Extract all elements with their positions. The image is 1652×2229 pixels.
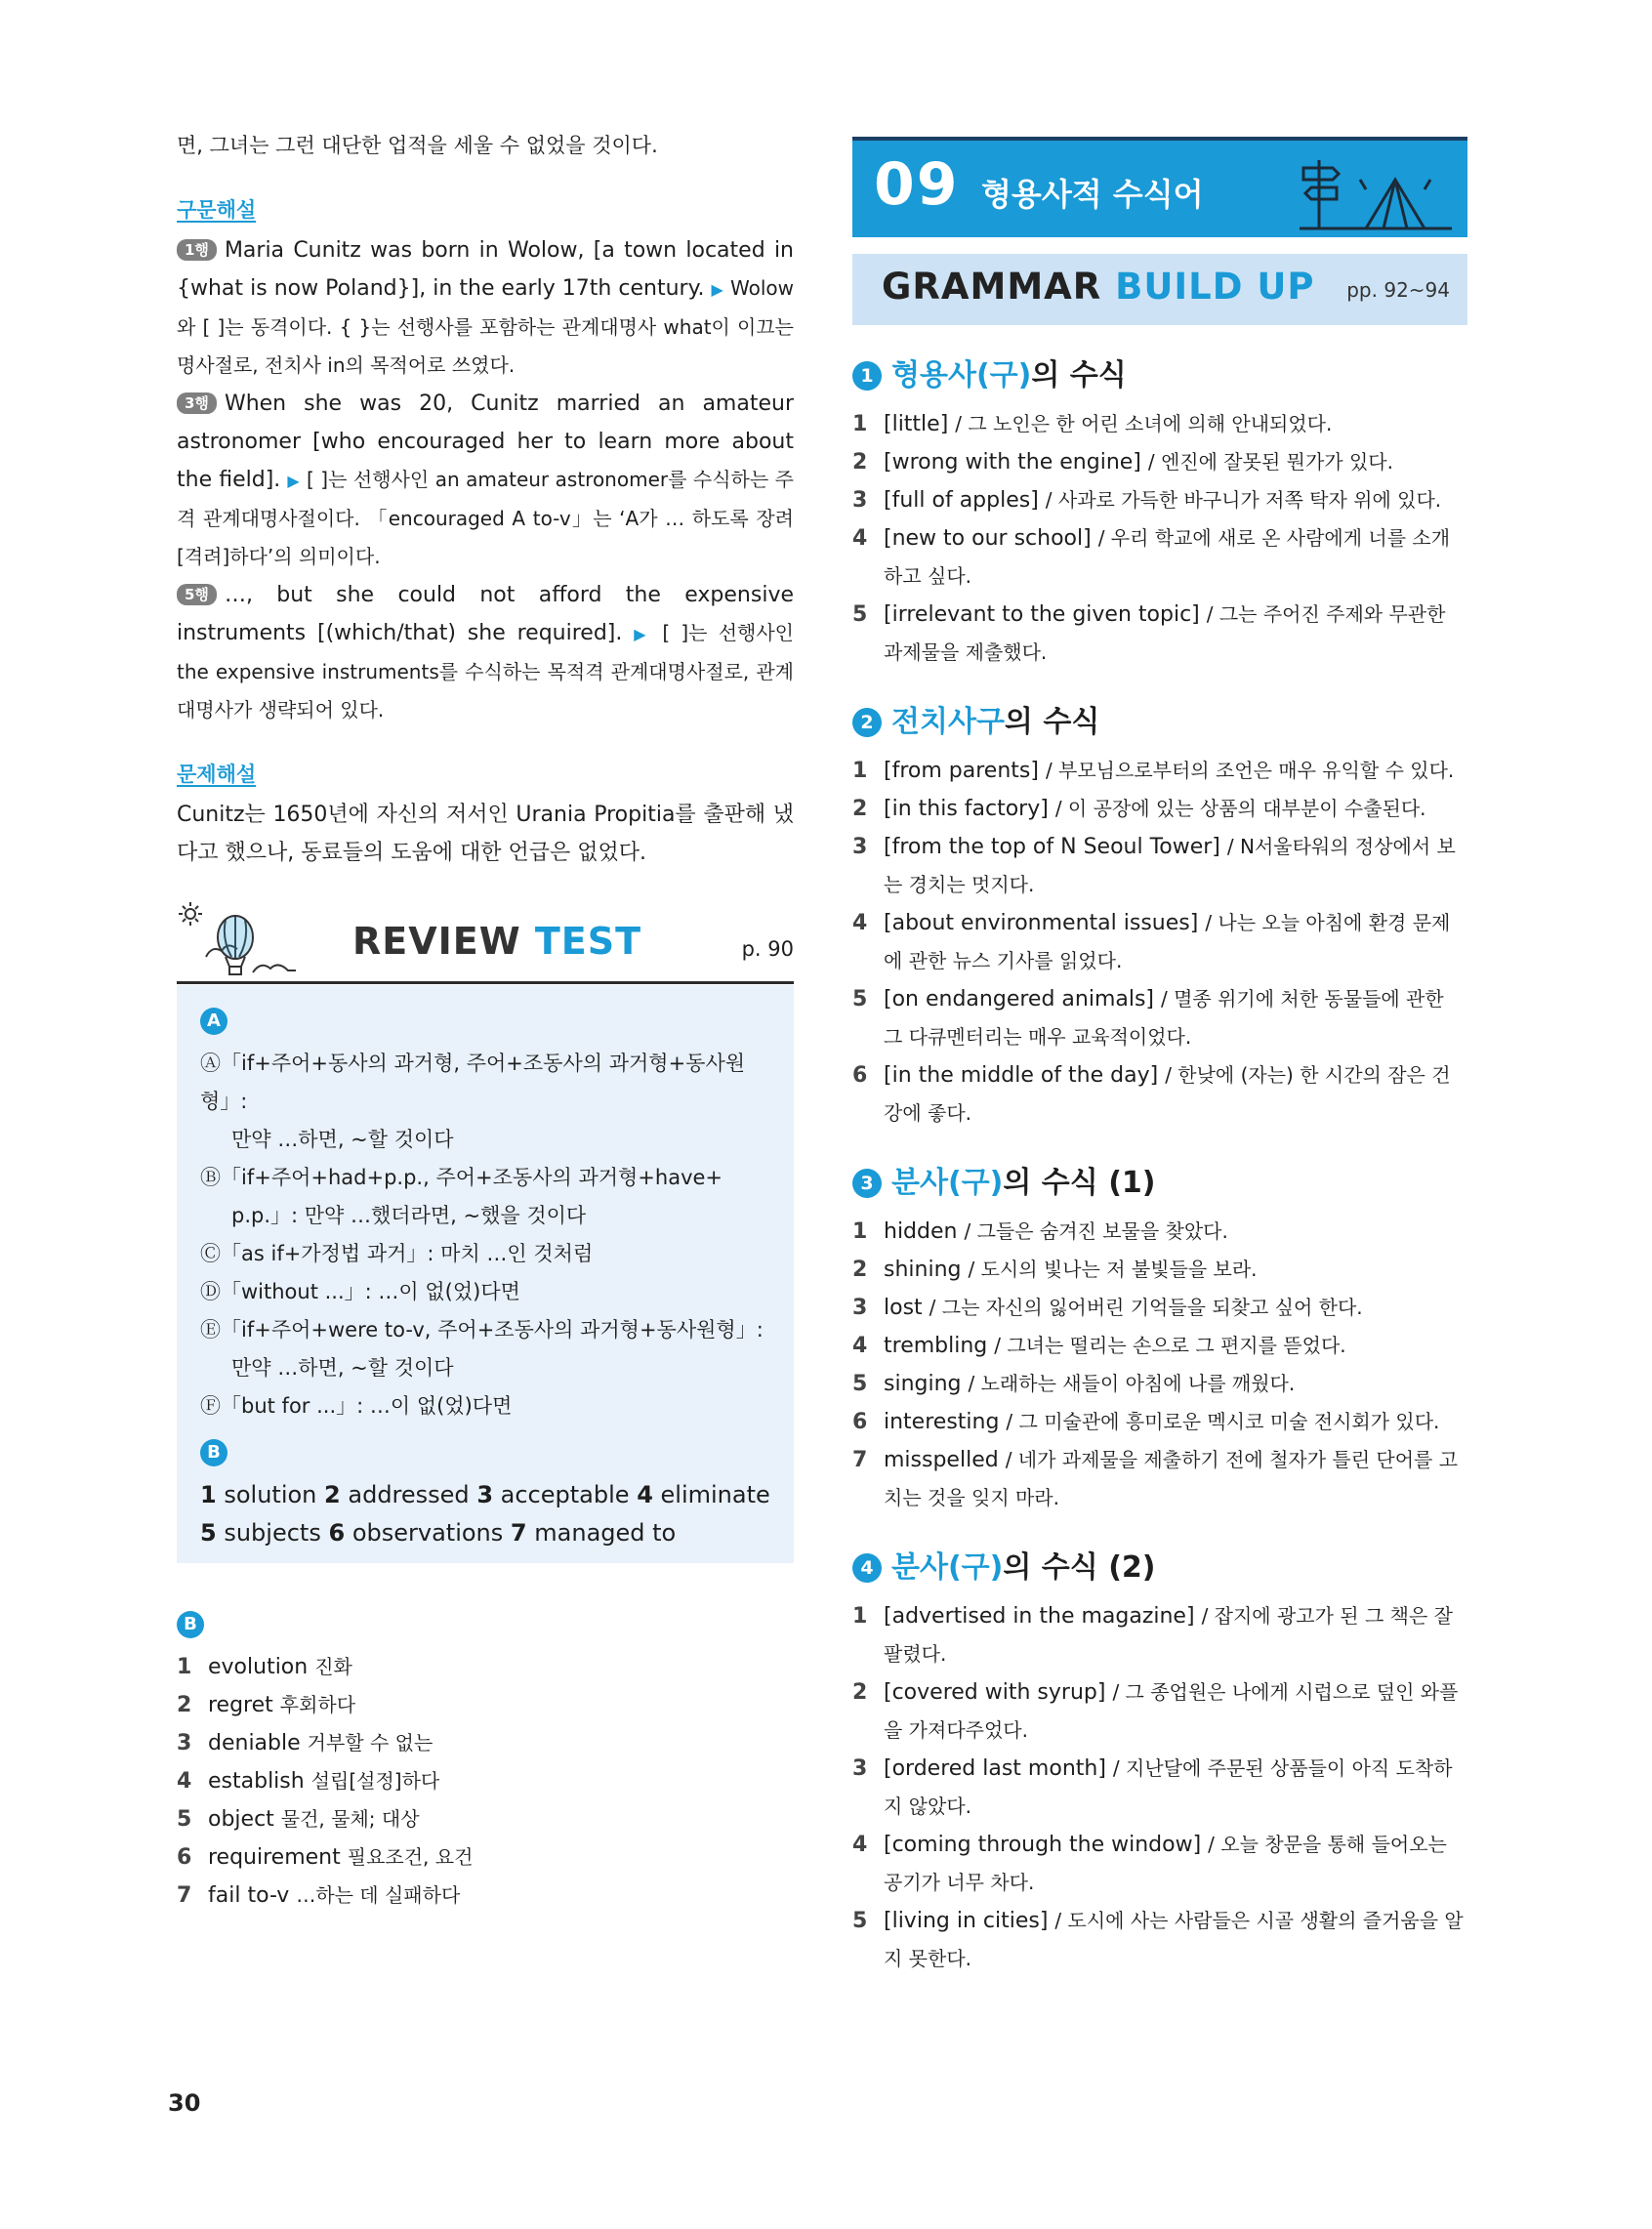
note-en: Maria Cunitz was born in Wolow, [a town located in {what is now Poland}], in the early 17th century. (177, 238, 794, 301)
item-ko: / 사과로 가득한 바구니가 저쪽 탁자 위에 있다. (1045, 488, 1442, 512)
grammar-item (852, 1750, 1467, 1826)
grammar-item (852, 1441, 1467, 1517)
item-number: 5 (852, 1372, 868, 1396)
item-ko: / 잡지에 광고가 된 그 책은 잘 팔렸다. (884, 1604, 1453, 1666)
item-ko: / 한낮에 (자는) 한 시간의 잠은 건강에 좋다. (884, 1063, 1451, 1125)
item-number: 4 (852, 911, 868, 935)
answer-number: 7 (510, 1519, 527, 1547)
vocab-section (177, 1611, 794, 1915)
note-2 (177, 385, 794, 576)
item-number: 6 (852, 1410, 868, 1434)
item-ko: / 도시의 빛나는 저 불빛들을 보라. (968, 1258, 1258, 1281)
answer-word: eliminate (660, 1481, 770, 1508)
group-number-badge: 4 (852, 1553, 882, 1583)
answer-number: 5 (200, 1519, 217, 1547)
item-en: lost (884, 1296, 923, 1320)
section-a-badge: A (200, 1008, 227, 1035)
item-ko: / 그 노인은 한 어린 소녀에 의해 안내되었다. (955, 412, 1333, 435)
review-test-box (177, 985, 794, 1563)
vocab-list (177, 1648, 794, 1915)
line-badge: 3행 (177, 392, 217, 414)
item-number: 4 (852, 1833, 868, 1857)
divider (177, 981, 794, 984)
gbu-page: pp. 92~94 (1346, 278, 1450, 302)
vocab-meaning: …하는 데 실패하다 (296, 1883, 461, 1907)
item-en: [wrong with the engine] (884, 450, 1141, 475)
item-en: trembling (884, 1334, 988, 1358)
vocab-word: fail to-v (208, 1883, 290, 1908)
left-column (177, 127, 794, 872)
right-column (852, 137, 1467, 1978)
answer-word: observations (351, 1519, 504, 1547)
item-ko: / 지난달에 주문된 상품들이 아직 도착하지 않았다. (884, 1756, 1453, 1818)
review-test-content (200, 1008, 776, 1552)
item-en: interesting (884, 1410, 1000, 1434)
item-en: [in the middle of the day] (884, 1063, 1159, 1088)
review-a-line: Ⓕ「but for ...」: …이 없(었)다면 (200, 1394, 513, 1418)
vocab-number: 3 (177, 1731, 192, 1755)
problem-heading: 문제해설 (177, 763, 257, 786)
section-banner (852, 137, 1467, 237)
section-title: 형용사적 수식어 (981, 176, 1204, 213)
triangle-icon: ▶ (634, 625, 651, 643)
gbu-title: GRAMMAR BUILD UP (882, 266, 1315, 308)
review-a-line: Ⓐ「if+주어+동사의 과거형, 주어+조동사의 과거형+동사원형」: (200, 1052, 746, 1113)
vocab-item (177, 1877, 794, 1915)
item-en: [coming through the window] (884, 1833, 1202, 1857)
item-en: [advertised in the magazine] (884, 1604, 1195, 1629)
vocab-meaning: 거부할 수 없는 (307, 1731, 434, 1754)
item-ko: / 노래하는 새들이 아침에 나를 깨웠다. (968, 1372, 1296, 1395)
item-number: 4 (852, 1334, 868, 1358)
item-ko: / 네가 과제물을 제출하기 전에 철자가 틀린 단어를 고치는 것을 잊지 마라. (884, 1448, 1459, 1509)
grammar-item (852, 828, 1467, 904)
triangle-icon: ▶ (287, 472, 300, 490)
note-ko: Wolow와 [ ]는 동격이다. { }는 선행사를 포함하는 관계대명사 what이 이끄는 명사절로, 전치사 in의 목적어로 쓰였다. (177, 276, 794, 377)
vocab-word: evolution (208, 1655, 309, 1679)
item-en: [in this factory] (884, 797, 1049, 821)
grammar-item (852, 1826, 1467, 1902)
vocab-meaning: 물건, 물체; 대상 (280, 1807, 420, 1831)
note-en: When she was 20, Cunitz married an amateur astronomer [who encouraged her to learn more about the field]. (177, 392, 794, 492)
vocab-number: 5 (177, 1807, 192, 1832)
vocab-item (177, 1724, 794, 1762)
grammar-item (852, 790, 1467, 828)
signpost-tent-icon (1298, 154, 1454, 232)
answer-number: 3 (476, 1481, 494, 1508)
vocab-meaning: 설립[설정]하다 (310, 1769, 440, 1793)
note-3 (177, 576, 794, 729)
vocab-item (177, 1800, 794, 1838)
item-en: [little] (884, 412, 949, 436)
review-a-line: Ⓒ「as if+가정법 과거」: 마치 …인 것처럼 (200, 1242, 594, 1265)
grammar-item (852, 1597, 1467, 1673)
vocab-word: deniable (208, 1731, 301, 1755)
grammar-item (852, 519, 1467, 596)
intro-text: 면, 그녀는 그런 대단한 업적을 세울 수 없었을 것이다. (177, 134, 658, 157)
item-ko: / 부모님으로부터의 조언은 매우 유익할 수 있다. (1045, 759, 1455, 782)
item-en: singing (884, 1372, 962, 1396)
item-en: [about environmental issues] (884, 911, 1199, 935)
item-ko: / 그들은 숨겨진 보물을 찾았다. (964, 1219, 1228, 1243)
answer-word: acceptable (500, 1481, 630, 1508)
answer-word: solution (224, 1481, 317, 1508)
item-number: 5 (852, 602, 868, 627)
group-rest: 의 수식 (1031, 358, 1127, 392)
review-a-line: 만약 …하면, ~할 것이다 (231, 1356, 454, 1380)
answer-word: managed to (534, 1519, 677, 1547)
balloon-icon (177, 900, 304, 982)
vocab-item (177, 1648, 794, 1686)
section-b-badge: B (200, 1439, 227, 1466)
item-en: [covered with syrup] (884, 1680, 1106, 1705)
item-en: [from parents] (884, 759, 1039, 783)
item-number: 2 (852, 450, 868, 475)
item-number: 1 (852, 1604, 868, 1629)
grammar-group-heading (852, 1547, 1467, 1589)
item-number: 6 (852, 1063, 868, 1088)
group-rest: 의 수식 (1) (1003, 1166, 1156, 1200)
item-en: [ordered last month] (884, 1756, 1106, 1781)
vocab-word: establish (208, 1769, 305, 1794)
item-number: 3 (852, 1296, 868, 1320)
review-a-line: Ⓑ「if+주어+had+p.p., 주어+조동사의 과거형+have+ (200, 1166, 723, 1189)
item-en: [irrelevant to the given topic] (884, 602, 1200, 627)
line-badge: 5행 (177, 584, 217, 605)
group-rest: 의 수식 (1004, 705, 1100, 739)
item-ko: / 이 공장에 있는 상품의 대부분이 수출된다. (1054, 797, 1426, 820)
section-number: 09 (874, 150, 960, 219)
review-test-page: p. 90 (741, 937, 794, 961)
grammar-item (852, 1327, 1467, 1365)
vocab-meaning: 후회하다 (279, 1693, 356, 1716)
grammar-item (852, 752, 1467, 790)
item-ko: / 그는 자신의 잃어버린 기억들을 되찾고 싶어 한다. (929, 1296, 1363, 1319)
review-test-header (177, 898, 794, 982)
group-number-badge: 2 (852, 708, 882, 737)
item-number: 2 (852, 1680, 868, 1705)
item-ko: / 그는 주어진 주제와 무관한 과제물을 제출했다. (884, 602, 1446, 664)
note-ko: [ ]는 선행사인 an amateur astronomer를 수식하는 주격 관계대명사절이다. 「encouraged A to-v」는 ‘A가 … 하도록 장려[격려]하다’의 의미이다. (177, 468, 795, 568)
vocab-number: 6 (177, 1845, 192, 1870)
item-en: [on endangered animals] (884, 987, 1155, 1011)
item-en: [from the top of N Seoul Tower] (884, 835, 1220, 859)
item-number: 1 (852, 412, 868, 436)
item-ko: / 나는 오늘 아침에 환경 문제에 관한 뉴스 기사를 읽었다. (884, 911, 1451, 972)
item-number: 1 (852, 1219, 868, 1244)
grammar-item (852, 1251, 1467, 1289)
problem-text: Cunitz는 1650년에 자신의 저서인 Urania Propitia를 출판해 냈다고 했으나, 동료들의 도움에 대한 언급은 없었다. (177, 803, 794, 865)
item-number: 7 (852, 1448, 868, 1472)
group-number-badge: 3 (852, 1169, 882, 1198)
section-a-lines (200, 1045, 776, 1425)
group-highlight: 분사(구) (891, 1166, 1004, 1200)
item-ko: / 그 종업원은 나에게 시럽으로 덮인 와플을 가져다주었다. (884, 1680, 1459, 1742)
answer-number: 6 (328, 1519, 346, 1547)
vocab-number: 4 (177, 1769, 192, 1794)
grammar-build-up-banner (852, 254, 1467, 325)
line-badge: 1행 (177, 239, 217, 261)
grammar-item (852, 1365, 1467, 1403)
item-number: 3 (852, 1756, 868, 1781)
review-a-line: 만약 …하면, ~할 것이다 (231, 1128, 454, 1151)
answer-line-2 (200, 1514, 776, 1552)
vocab-badge: B (177, 1611, 204, 1638)
grammar-item (852, 1289, 1467, 1327)
note-en: …, but she could not afford the expensive instruments [(which/that) she required]. (177, 583, 794, 645)
grammar-groups (852, 354, 1467, 1978)
item-number: 4 (852, 526, 868, 551)
vocab-item (177, 1686, 794, 1724)
vocab-word: object (208, 1807, 274, 1832)
grammar-item (852, 1403, 1467, 1441)
item-ko: / 우리 학교에 새로 온 사람에게 너를 소개하고 싶다. (884, 526, 1451, 588)
item-en: [living in cities] (884, 1909, 1049, 1933)
item-ko: / N서울타워의 정상에서 보는 경치는 멋지다. (884, 835, 1456, 896)
item-en: misspelled (884, 1448, 999, 1472)
vocab-item (177, 1838, 794, 1877)
item-en: [full of apples] (884, 488, 1039, 513)
item-number: 2 (852, 1258, 868, 1282)
grammar-item (852, 1056, 1467, 1133)
group-highlight: 형용사(구) (891, 358, 1032, 392)
group-number-badge: 1 (852, 361, 882, 391)
answer-word: subjects (224, 1519, 321, 1547)
item-en: [new to our school] (884, 526, 1092, 551)
grammar-group-heading (852, 354, 1467, 397)
answer-number: 2 (324, 1481, 341, 1508)
item-en: shining (884, 1258, 962, 1282)
item-ko: / 오늘 창문을 통해 들어오는 공기가 너무 차다. (884, 1833, 1447, 1894)
grammar-item (852, 443, 1467, 481)
vocab-number: 7 (177, 1883, 192, 1908)
review-a-line: Ⓓ「without ...」: …이 없(었)다면 (200, 1280, 520, 1303)
grammar-item (852, 1902, 1467, 1978)
vocab-word: regret (208, 1693, 273, 1717)
item-number: 3 (852, 835, 868, 859)
triangle-icon: ▶ (711, 280, 723, 299)
review-test-title: REVIEW TEST (352, 920, 642, 963)
item-en: hidden (884, 1219, 958, 1244)
item-number: 5 (852, 1909, 868, 1933)
answer-number: 4 (637, 1481, 653, 1508)
group-rest: 의 수식 (2) (1003, 1550, 1156, 1585)
review-a-line: p.p.」: 만약 …했더라면, ~했을 것이다 (231, 1204, 587, 1227)
vocab-number: 2 (177, 1693, 192, 1717)
answer-line-1 (200, 1476, 776, 1514)
item-ko: / 엔진에 잘못된 뭔가가 있다. (1147, 450, 1393, 474)
answer-word: addressed (348, 1481, 470, 1508)
vocab-item (177, 1762, 794, 1800)
grammar-item (852, 904, 1467, 980)
syntax-heading: 구문해설 (177, 198, 257, 222)
grammar-item (852, 1213, 1467, 1251)
grammar-group-heading (852, 701, 1467, 744)
grammar-item (852, 596, 1467, 672)
note-ko: [ ]는 선행사인 the expensive instruments를 수식하는 목적격 관계대명사절로, 관계대명사가 생략되어 있다. (177, 621, 794, 722)
vocab-number: 1 (177, 1655, 192, 1679)
item-number: 1 (852, 759, 868, 783)
vocab-meaning: 필요조건, 요건 (347, 1845, 474, 1869)
item-ko: / 도시에 사는 사람들은 시골 생활의 즐거움을 알지 못한다. (884, 1909, 1464, 1970)
review-a-line: Ⓔ「if+주어+were to-v, 주어+조동사의 과거형+동사원형」: (200, 1318, 764, 1342)
item-number: 3 (852, 488, 868, 513)
group-highlight: 전치사구 (891, 705, 1005, 739)
vocab-meaning: 진화 (314, 1655, 352, 1678)
page-number: 30 (168, 2089, 201, 2117)
grammar-item (852, 405, 1467, 443)
grammar-item (852, 980, 1467, 1056)
note-1 (177, 231, 794, 385)
grammar-group-heading (852, 1162, 1467, 1205)
answer-number: 1 (200, 1481, 217, 1508)
grammar-item (852, 1673, 1467, 1750)
group-highlight: 분사(구) (891, 1550, 1004, 1585)
item-ko: / 그녀는 떨리는 손으로 그 편지를 뜯었다. (994, 1334, 1346, 1357)
item-ko: / 멸종 위기에 처한 동물들에 관한 그 다큐멘터리는 매우 교육적이었다. (884, 987, 1444, 1049)
item-ko: / 그 미술관에 흥미로운 멕시코 미술 전시회가 있다. (1006, 1410, 1440, 1433)
vocab-word: requirement (208, 1845, 341, 1870)
item-number: 5 (852, 987, 868, 1011)
grammar-item (852, 481, 1467, 519)
item-number: 2 (852, 797, 868, 821)
